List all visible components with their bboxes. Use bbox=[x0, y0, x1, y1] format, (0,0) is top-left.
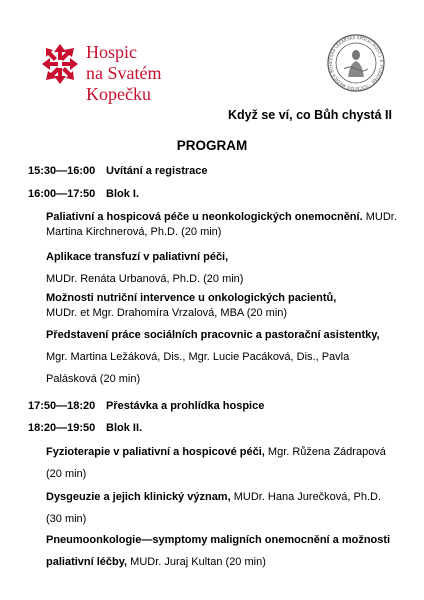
caritas-cross-icon bbox=[40, 42, 80, 86]
seal-text: CESKA LEKARSKA SPOLECNOST J. E. PURKYNE · SOCIETAS MEDICA BOH bbox=[327, 34, 385, 92]
time-label: 16:00—17:50 bbox=[28, 188, 96, 200]
session-label: Uvítání a registrace bbox=[106, 165, 208, 177]
hospice-logo bbox=[40, 40, 230, 104]
session-label: Blok II. bbox=[106, 422, 143, 434]
speaker: MUDr. bbox=[362, 211, 397, 223]
logo-text bbox=[86, 42, 230, 105]
program-item bbox=[46, 250, 406, 287]
schedule-row-block1 bbox=[28, 187, 139, 202]
duration: (20 min) bbox=[46, 468, 87, 480]
session-label: Přestávka a prohlídka hospice bbox=[106, 400, 265, 412]
logo-line-1: Hospic bbox=[86, 42, 137, 62]
time-label: 18:20—19:50 bbox=[28, 422, 96, 434]
time-label: 17:50—18:20 bbox=[28, 400, 96, 412]
speaker: Mgr. Martina Ležáková, Dis., Mgr. Lucie Pacáková, Dis., Pavla bbox=[46, 351, 350, 363]
program-title: PROGRAM bbox=[176, 138, 248, 153]
talk-title: Paliativní a hospicová péče u neonkologických onemocnění. bbox=[46, 211, 363, 223]
logo-line-2: na Svatém Kopečku bbox=[86, 63, 162, 104]
talk-title: Pneumoonkologie—symptomy maligních onemocnění a možnosti bbox=[46, 534, 391, 546]
program-item bbox=[46, 533, 406, 570]
talk-title: Dysgeuzie a jejich klinický význam, bbox=[46, 491, 231, 503]
speaker: MUDr. et Mgr. Drahomíra Vrzalová, MBA (20 min) bbox=[46, 307, 288, 319]
duration: (30 min) bbox=[46, 513, 87, 525]
speaker: MUDr. Hana Jurečková, Ph.D. bbox=[230, 491, 382, 503]
speaker: Martina Kirchnerová, Ph.D. (20 min) bbox=[46, 226, 222, 238]
event-subtitle: Když se ví, co Bůh chystá II bbox=[228, 108, 392, 122]
talk-title: Fyzioterapie v paliativní a hospicové péči, bbox=[46, 446, 265, 458]
talk-title-continued: paliativní léčby, bbox=[46, 556, 128, 568]
talk-title: Aplikace transfuzí v paliativní péči, bbox=[46, 251, 229, 263]
program-item bbox=[46, 291, 406, 321]
program-item bbox=[46, 328, 406, 387]
schedule-row-block2 bbox=[28, 421, 142, 436]
speaker: MUDr. Renáta Urbanová, Ph.D. (20 min) bbox=[46, 273, 244, 285]
schedule-row-break bbox=[28, 399, 264, 414]
speaker-continued: Palásková (20 min) bbox=[46, 373, 141, 385]
talk-title: Představení práce sociálních pracovnic a pastorační asistentky, bbox=[46, 329, 380, 341]
speaker: MUDr. Juraj Kultan (20 min) bbox=[127, 556, 266, 568]
program-item bbox=[46, 445, 406, 482]
program-item bbox=[46, 490, 406, 527]
speaker: Mgr. Růžena Zádrapová bbox=[264, 446, 386, 458]
time-label: 15:30—16:00 bbox=[28, 165, 96, 177]
session-label: Blok I. bbox=[106, 188, 140, 200]
talk-title: Možnosti nutriční intervence u onkologických pacientů, bbox=[46, 292, 337, 304]
program-item bbox=[46, 210, 406, 240]
schedule-row-welcome bbox=[28, 164, 208, 179]
society-seal-icon bbox=[326, 33, 386, 93]
